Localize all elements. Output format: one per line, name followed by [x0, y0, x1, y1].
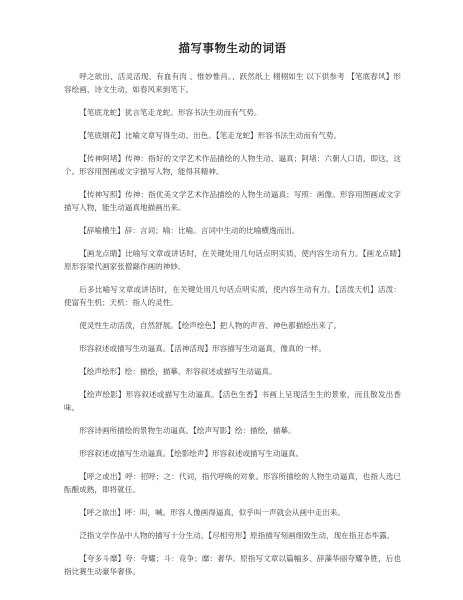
paragraph: 后多比喻写文章或讲话时，在关键处用几句话点明实质，使内容生动有力。【活泼天机】活泼：使富有生机；天机：指人的灵性。: [64, 285, 401, 307]
paragraph: 【夸多斗靡】夸：夸耀；斗：竞争；靡：奢华。原指写文章以篇幅多、辞藻华丽夸耀争胜，后也指比赛生动豪华奢侈。: [64, 554, 401, 576]
paragraph: 【辞喻横生】辞：言词；喻：比喻。言词中生动的比喻横逸而出。: [79, 226, 300, 235]
paragraph: 【呼之欲出】呼：叫，喊。形容人像画得逼真，似乎叫一声就会从画中走出来。: [79, 508, 345, 517]
paragraph: 使灵性生动活泼，自然舒展。【绘声绘色】把人物的声音、神色都描绘出来了。: [79, 321, 342, 330]
document-title: 描写事物生动的词语: [178, 41, 287, 55]
paragraph: 【传神写照】传神：指优美文学艺术作品描绘的人物生动逼真；写照：画像。形容用图画或文字描写人物，能生动逼真地描画出来。: [64, 190, 401, 212]
paragraph: 【画龙点睛】比喻写文章或讲话时，在关键处用几句话点明实质，使内容生动有力。【画龙点睛】原形容梁代画家张僧繇作画的神妙。: [64, 249, 401, 271]
paragraph: 形容叙述或描写生动逼真。【活神活现】形容描写生动逼真，像真的一样。: [79, 344, 326, 353]
paragraph: 【笔底龙蛇】犹言笔走龙蛇。形容书法生动而有气势。: [79, 108, 262, 117]
paragraph: 形容叙述或描写生动逼真。【绘影绘声】形容叙述或描写生动逼真。: [79, 449, 304, 458]
paragraph: 呼之欲出、活灵活现、有血有肉 、惟妙惟肖。、跃然纸上 栩栩如生 以下供参考 【笔底春风】形容绘画、诗文生动，如春风来到笔下。: [64, 72, 401, 94]
paragraph: 【绘声绘形】绘：描绘，描摹。形容叙述或描写生动逼真。: [79, 367, 277, 376]
paragraph: 泛指文学作品中人物的描写十分生动。【尽相穷形】原指描写刻画细致生动，现在指丑态毕露。: [79, 531, 395, 540]
paragraph: 形容诗画所描绘的景物生动逼真。【绘声写影】绘：描绘，描摹。: [79, 426, 296, 435]
paragraph: 【笔底烟花】比喻文章写得生动、出色。【笔走龙蛇】形容书法生动而有气势。: [79, 131, 342, 140]
paragraph: 【绘声绘影】形容叙述或描写生动逼真。【活色生香】书画上呈现活生生的景象，而且散发出香味。: [64, 390, 401, 412]
paragraph: 【呼之或出】呼：招呼；之：代词，指代呼唤的对象。形容所描绘的人物生动逼真，也指人选已酝酿成熟，即将就任。: [64, 472, 401, 494]
paragraph: 【传神阿堵】传神：指好的文学艺术作品描绘的人物生动、逼真；阿堵：六朝人口语，即这，这个。形容用图画或文字描写人物，能得其精神。: [64, 154, 401, 176]
